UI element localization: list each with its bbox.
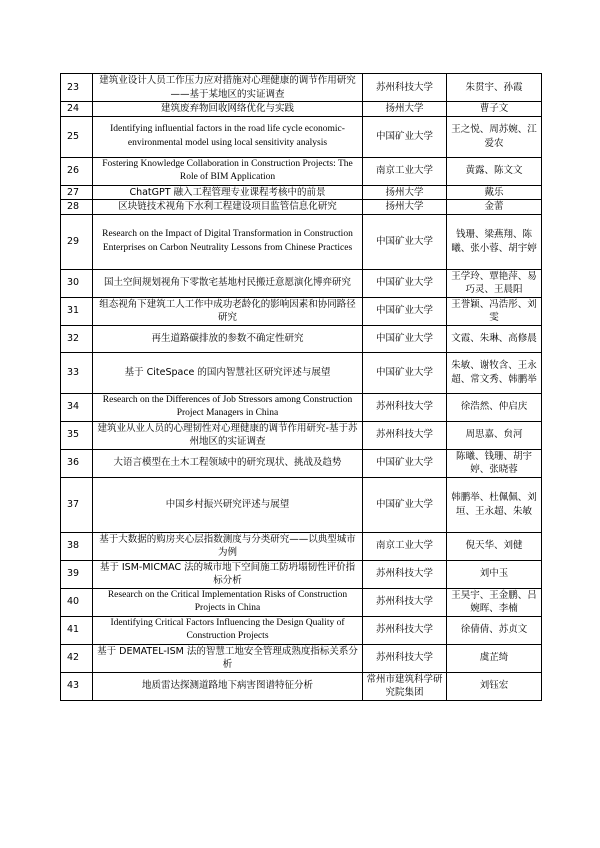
authors: 文霞、朱琳、高修晨 bbox=[447, 325, 542, 352]
authors: 周思嘉、贠河 bbox=[447, 421, 542, 449]
institution: 苏州科技大学 bbox=[363, 421, 447, 449]
authors: 朱贯宇、孙霞 bbox=[447, 74, 542, 102]
institution: 中国矿业大学 bbox=[363, 297, 447, 325]
row-number: 30 bbox=[61, 269, 93, 297]
row-number: 25 bbox=[61, 116, 93, 157]
institution: 苏州科技大学 bbox=[363, 588, 447, 616]
table-row bbox=[61, 352, 542, 393]
row-number: 28 bbox=[61, 200, 93, 215]
paper-title: 建筑业设计人员工作压力应对措施对心理健康的调节作用研究——基于某地区的实证调查 bbox=[93, 74, 363, 102]
institution: 苏州科技大学 bbox=[363, 644, 447, 672]
institution: 中国矿业大学 bbox=[363, 214, 447, 269]
paper-title: 中国乡村振兴研究评述与展望 bbox=[93, 477, 363, 532]
authors: 虞芷绮 bbox=[447, 644, 542, 672]
row-number: 23 bbox=[61, 74, 93, 102]
papers-table-body bbox=[61, 74, 542, 701]
paper-title: 建筑业从业人员的心理韧性对心理健康的调节作用研究-基于苏州地区的实证调查 bbox=[93, 421, 363, 449]
institution: 苏州科技大学 bbox=[363, 74, 447, 102]
table-row bbox=[61, 588, 542, 616]
row-number: 43 bbox=[61, 672, 93, 700]
table-row bbox=[61, 200, 542, 215]
table-row bbox=[61, 157, 542, 185]
paper-title: 基于 ISM-MICMAC 法的城市地下空间施工防坍塌韧性评价指标分析 bbox=[93, 560, 363, 588]
authors: 朱敏、谢牧含、王永超、常文秀、韩鹏举 bbox=[447, 352, 542, 393]
authors: 陈曦、钱珊、胡宇婷、张晓蓉 bbox=[447, 449, 542, 477]
institution: 苏州科技大学 bbox=[363, 560, 447, 588]
row-number: 41 bbox=[61, 616, 93, 644]
table-row bbox=[61, 477, 542, 532]
row-number: 36 bbox=[61, 449, 93, 477]
row-number: 42 bbox=[61, 644, 93, 672]
authors: 钱珊、梁燕翔、陈曦、张小蓉、胡宇婷 bbox=[447, 214, 542, 269]
authors: 王学玲、覃艳萍、易巧灵、王晨阳 bbox=[447, 269, 542, 297]
row-number: 34 bbox=[61, 393, 93, 421]
institution: 苏州科技大学 bbox=[363, 393, 447, 421]
authors: 戴乐 bbox=[447, 185, 542, 200]
institution: 常州市建筑科学研究院集团 bbox=[363, 672, 447, 700]
paper-title: 建筑废弃物回收网络优化与实践 bbox=[93, 102, 363, 117]
row-number: 33 bbox=[61, 352, 93, 393]
institution: 扬州大学 bbox=[363, 200, 447, 215]
paper-title: Identifying influential factors in the road life cycle economic-environmental model using local sensitivity analysis bbox=[93, 116, 363, 157]
authors: 徐浩然、仲启庆 bbox=[447, 393, 542, 421]
table-row bbox=[61, 74, 542, 102]
table-row bbox=[61, 185, 542, 200]
table-row bbox=[61, 560, 542, 588]
institution: 中国矿业大学 bbox=[363, 116, 447, 157]
institution: 中国矿业大学 bbox=[363, 477, 447, 532]
paper-title: 区块链技术视角下水利工程建设项目监管信息化研究 bbox=[93, 200, 363, 215]
authors: 曹子文 bbox=[447, 102, 542, 117]
row-number: 31 bbox=[61, 297, 93, 325]
authors: 刘中玉 bbox=[447, 560, 542, 588]
authors: 王之悦、周苏婉、江爱农 bbox=[447, 116, 542, 157]
table-row bbox=[61, 449, 542, 477]
table-row bbox=[61, 102, 542, 117]
institution: 扬州大学 bbox=[363, 102, 447, 117]
row-number: 27 bbox=[61, 185, 93, 200]
table-row bbox=[61, 325, 542, 352]
authors: 倪天华、刘健 bbox=[447, 532, 542, 560]
row-number: 38 bbox=[61, 532, 93, 560]
table-row bbox=[61, 616, 542, 644]
institution: 苏州科技大学 bbox=[363, 616, 447, 644]
paper-title: Research on the Impact of Digital Transformation in Construction Enterprises on Carbon Neutrality Lessons from Chinese Practices bbox=[93, 214, 363, 269]
row-number: 29 bbox=[61, 214, 93, 269]
row-number: 35 bbox=[61, 421, 93, 449]
paper-title: Fostering Knowledge Collaboration in Construction Projects: The Role of BIM Application bbox=[93, 157, 363, 185]
authors: 王誉颖、冯浩彤、刘雯 bbox=[447, 297, 542, 325]
paper-title: 基于 DEMATEL-ISM 法的智慧工地安全管理成熟度指标关系分析 bbox=[93, 644, 363, 672]
institution: 中国矿业大学 bbox=[363, 269, 447, 297]
table-row bbox=[61, 214, 542, 269]
paper-title: Research on the Differences of Job Stressors among Construction Project Managers in China bbox=[93, 393, 363, 421]
institution: 中国矿业大学 bbox=[363, 325, 447, 352]
paper-title: 大语言模型在土木工程领域中的研究现状、挑战及趋势 bbox=[93, 449, 363, 477]
table-row bbox=[61, 532, 542, 560]
authors: 黄露、陈文文 bbox=[447, 157, 542, 185]
paper-title: 基于大数据的购房夹心层指数测度与分类研究——以典型城市为例 bbox=[93, 532, 363, 560]
row-number: 32 bbox=[61, 325, 93, 352]
institution: 南京工业大学 bbox=[363, 532, 447, 560]
table-row bbox=[61, 393, 542, 421]
paper-title: Identifying Critical Factors Influencing the Design Quality of Construction Projects bbox=[93, 616, 363, 644]
table-row bbox=[61, 269, 542, 297]
paper-title: 地质雷达探测道路地下病害图谱特征分析 bbox=[93, 672, 363, 700]
institution: 南京工业大学 bbox=[363, 157, 447, 185]
table-row bbox=[61, 421, 542, 449]
papers-table bbox=[60, 73, 542, 701]
paper-title: ChatGPT 融入工程管理专业课程考核中的前景 bbox=[93, 185, 363, 200]
authors: 刘钰宏 bbox=[447, 672, 542, 700]
paper-title: Research on the Critical Implementation Risks of Construction Projects in China bbox=[93, 588, 363, 616]
institution: 中国矿业大学 bbox=[363, 449, 447, 477]
authors: 徐倩倩、苏贞文 bbox=[447, 616, 542, 644]
authors: 韩鹏举、杜佩佩、刘垣、王永超、朱敏 bbox=[447, 477, 542, 532]
row-number: 40 bbox=[61, 588, 93, 616]
institution: 中国矿业大学 bbox=[363, 352, 447, 393]
table-row bbox=[61, 644, 542, 672]
table-row bbox=[61, 672, 542, 700]
paper-title: 组态视角下建筑工人工作中成功老龄化的影响因素和协同路径研究 bbox=[93, 297, 363, 325]
authors: 金蕾 bbox=[447, 200, 542, 215]
paper-title: 国土空间规划视角下零散宅基地村民搬迁意愿演化博弈研究 bbox=[93, 269, 363, 297]
row-number: 26 bbox=[61, 157, 93, 185]
paper-title: 基于 CiteSpace 的国内智慧社区研究评述与展望 bbox=[93, 352, 363, 393]
institution: 扬州大学 bbox=[363, 185, 447, 200]
table-row bbox=[61, 297, 542, 325]
row-number: 24 bbox=[61, 102, 93, 117]
row-number: 39 bbox=[61, 560, 93, 588]
row-number: 37 bbox=[61, 477, 93, 532]
table-row bbox=[61, 116, 542, 157]
authors: 王昊宇、王金鹏、吕婉晖、李楠 bbox=[447, 588, 542, 616]
paper-title: 再生道路碳排放的参数不确定性研究 bbox=[93, 325, 363, 352]
